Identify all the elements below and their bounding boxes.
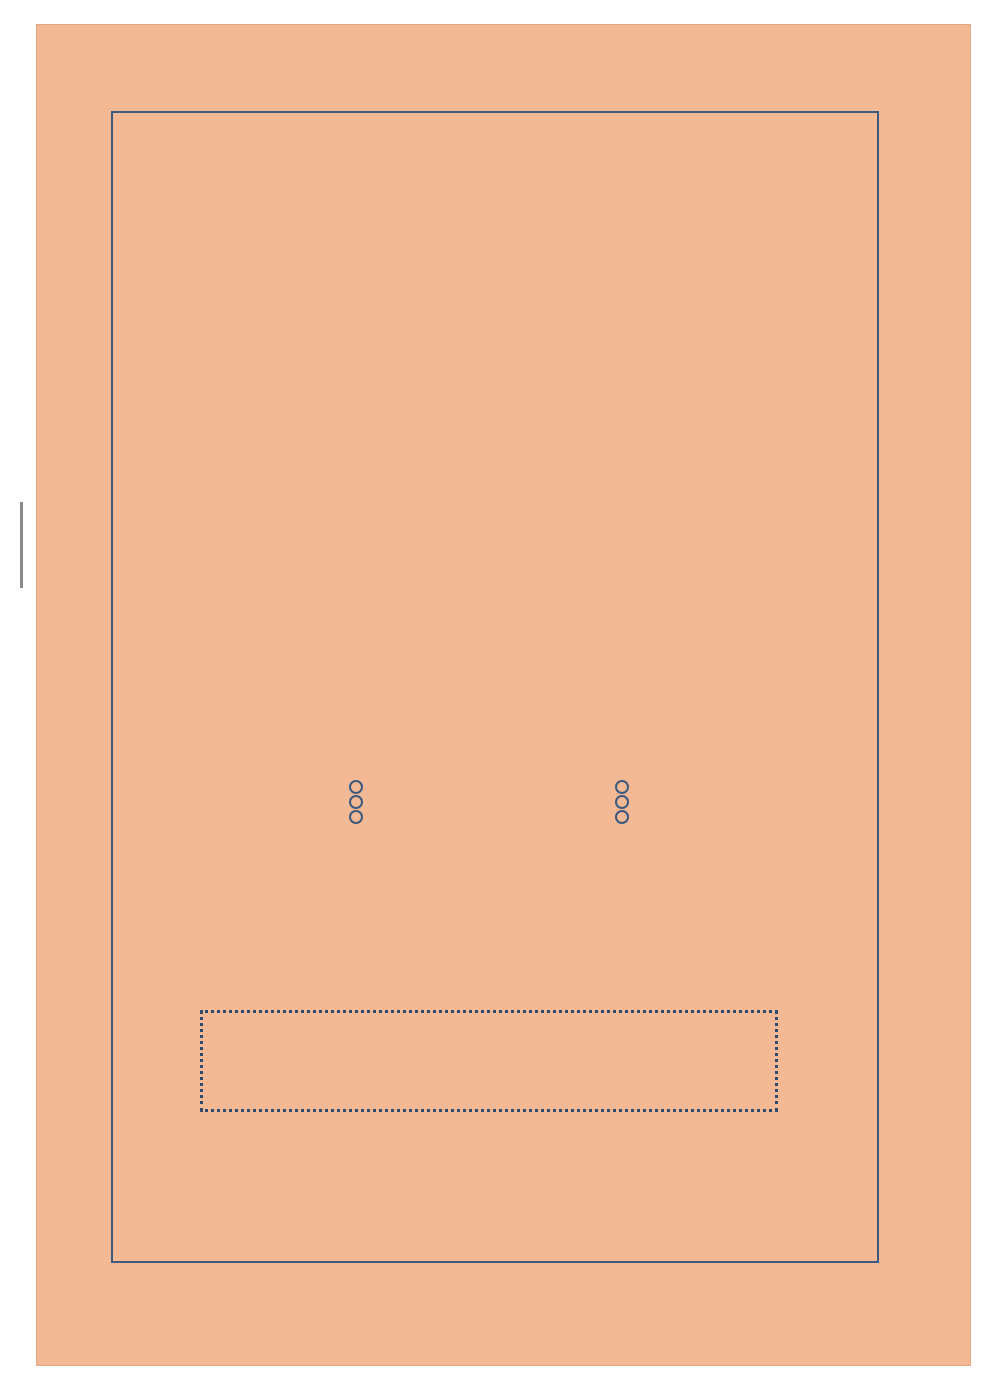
- lac-logo: [330, 690, 670, 900]
- organizer-box: [200, 1010, 778, 1112]
- logo-scroll-left: [350, 781, 362, 823]
- logo-scroll-right: [616, 781, 628, 823]
